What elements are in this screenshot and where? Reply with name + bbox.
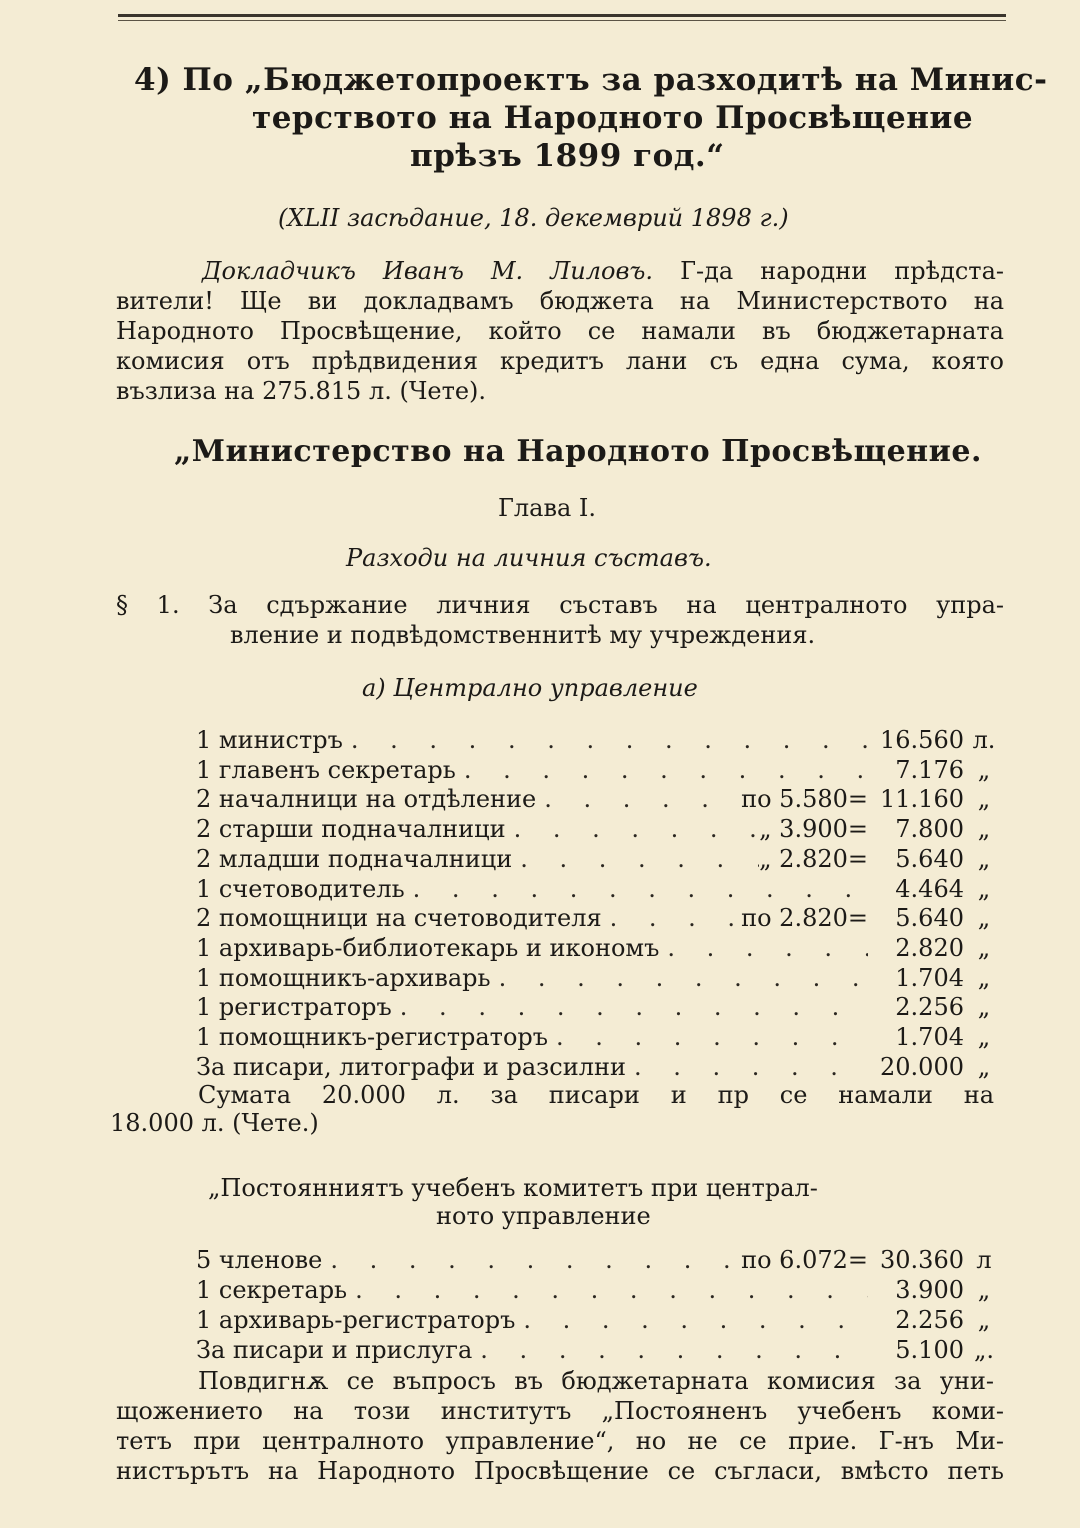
paragraph-1-line-1: § 1. За сдържание личния съставъ на централното упра- [116,591,1004,619]
row-name: 1 регистраторъ [196,993,392,1022]
committee-title-line-2: ното управление [436,1202,651,1230]
row-amount: 1.704 [895,1023,964,1051]
row-unit: „. [973,1336,995,1364]
ministry-heading: „Министерство на Народното Просвѣщение. [174,434,982,469]
table-row [196,1053,1004,1083]
row-amount: 4.464 [895,874,964,903]
dot-leader [322,1246,741,1274]
committee-title-line-1: „Постоянниятъ учебенъ комитетъ при централ- [208,1174,818,1202]
table-row [196,756,1004,786]
dot-leader [392,993,868,1021]
row-unit: „ [977,755,991,784]
row-unit: „ [977,933,991,962]
paragraph-1-line-2: вление и подвѣдомственнитѣ му учреждения. [230,621,816,649]
dot-leader [343,726,868,754]
row-name: 1 архиварь-регистраторъ [196,1306,516,1334]
table-row [196,875,1004,905]
row-rate: „ 3.900= [759,815,868,844]
row-name: 1 главенъ секретарь [196,755,456,784]
dot-leader [548,1023,868,1051]
row-name: 1 министръ [196,726,343,754]
row-name: 2 младши подначалници [196,844,513,873]
row-unit: „ [977,1306,991,1334]
row-amount: 5.640 [895,844,964,873]
table-row [196,1336,1004,1366]
row-name: За писари и прислуга [196,1336,473,1364]
table-row [196,993,1004,1023]
row-unit: „ [977,1023,991,1051]
row-name: 1 помощникъ-архиварь [196,963,491,992]
row-amount: 30.360 [880,1246,964,1274]
dot-leader [491,964,868,992]
row-amount: 7.176 [895,755,964,784]
dot-leader [536,785,741,813]
dot-leader [456,756,868,784]
closing-line-1: Повдигнѫ се въпросъ въ бюджетарната комисия за уни- [198,1367,994,1395]
dot-leader [602,904,742,932]
title-line-2: терството на Народното Просвѣщение [252,100,974,136]
row-name: 1 счетоводитель [196,874,405,903]
row-unit: „ [977,815,991,844]
closing-line-2: щожението на този институтъ „Постояненъ учебенъ коми- [116,1397,1004,1425]
row-amount: 2.256 [895,1306,964,1334]
section-a-title: а) Централно управление [362,674,698,702]
closing-line-4: нистърътъ на Народното Просвѣщение се съгласи, вмѣсто петь [116,1457,1004,1485]
row-unit: „ [977,963,991,992]
table-row [196,785,1004,815]
title-line-3: прѣзъ 1899 год.“ [410,138,725,174]
dot-leader [405,875,868,903]
chapter-subtitle: Разходи на личния съставъ. [346,544,712,572]
row-name: 1 секретарь [196,1276,348,1304]
row-rate: по 2.820= [741,904,868,933]
intro-line-2: вители! Ще ви докладвамъ бюджета на Министерството на [116,287,1004,315]
dot-leader [472,1336,868,1364]
dot-leader [506,815,760,843]
table-row [196,1023,1004,1053]
intro-line-5: възлиза на 275.815 л. (Чете). [116,377,487,405]
speaker-name: Докладчикъ Иванъ М. Лиловъ. [202,257,654,285]
table-row [196,1276,1004,1306]
top-rule-thin [118,20,1006,21]
row-name: За писари, литографи и разсилни [196,1052,626,1081]
intro-line-3: Народното Просвѣщение, който се намали въ бюджетарната [116,317,1004,345]
dot-leader [512,845,759,873]
row-unit: „ [977,1276,991,1304]
row-amount: 5.100 [895,1336,964,1364]
session-note: (XLII засѣдание, 18. декемврий 1898 г.) [278,204,789,232]
row-unit: „ [977,785,991,814]
row-unit: „ [977,1052,991,1081]
row-name: 1 помощникъ-регистраторъ [196,1023,549,1051]
row-name: 1 архиварь-библиотекарь и икономъ [196,933,660,962]
row-unit: л [976,1246,992,1274]
row-amount: 7.800 [895,815,964,844]
intro-line-4: комисия отъ прѣдвидения кредитъ лани съ една сума, която [116,347,1004,375]
dot-leader [347,1276,868,1304]
row-amount: 3.900 [895,1276,964,1304]
row-amount: 2.820 [895,933,964,962]
row-unit: „ [977,844,991,873]
row-unit: „ [977,993,991,1022]
note-line-2: 18.000 л. (Чете.) [110,1109,319,1137]
table-row [196,845,1004,875]
table-row [196,1306,1004,1336]
row-rate: по 5.580= [741,785,868,814]
row-amount: 1.704 [895,963,964,992]
row-amount: 20.000 [880,1052,964,1081]
row-unit: „ [977,874,991,903]
table-row [196,726,1004,756]
row-rate: по 6.072= [741,1246,868,1274]
row-amount: 2.256 [895,993,964,1022]
row-rate: „ 2.820= [759,844,868,873]
row-amount: 5.640 [895,904,964,933]
closing-line-3: тетъ при централното управление“, но не се прие. Г-нъ Ми- [116,1427,1004,1455]
row-name: 5 членове [196,1246,323,1274]
row-unit: „ [977,904,991,933]
note-line-1: Сумата 20.000 л. за писари и пр се намали на [198,1081,994,1109]
top-rule [118,14,1006,17]
table-row [196,904,1004,934]
row-unit: л. [972,726,996,754]
table-row [196,964,1004,994]
table-row [196,1246,1004,1276]
dot-leader [515,1306,868,1334]
dot-leader [659,934,868,962]
chapter-heading: Глава I. [498,494,597,522]
dot-leader [626,1053,868,1081]
intro-line-1: Докладчикъ Иванъ М. Лиловъ. Г-да народни прѣдста- [202,257,1005,285]
row-name: 2 началници на отдѣление [196,785,537,814]
row-name: 2 помощници на счетоводителя [196,904,602,933]
row-amount: 16.560 [880,726,964,754]
table-row [196,934,1004,964]
title-line-1: 4) По „Бюджетопроектъ за разходитѣ на Минис- [134,62,1048,98]
row-name: 2 старши подначалници [196,815,506,844]
row-amount: 11.160 [880,785,964,814]
table-row [196,815,1004,845]
